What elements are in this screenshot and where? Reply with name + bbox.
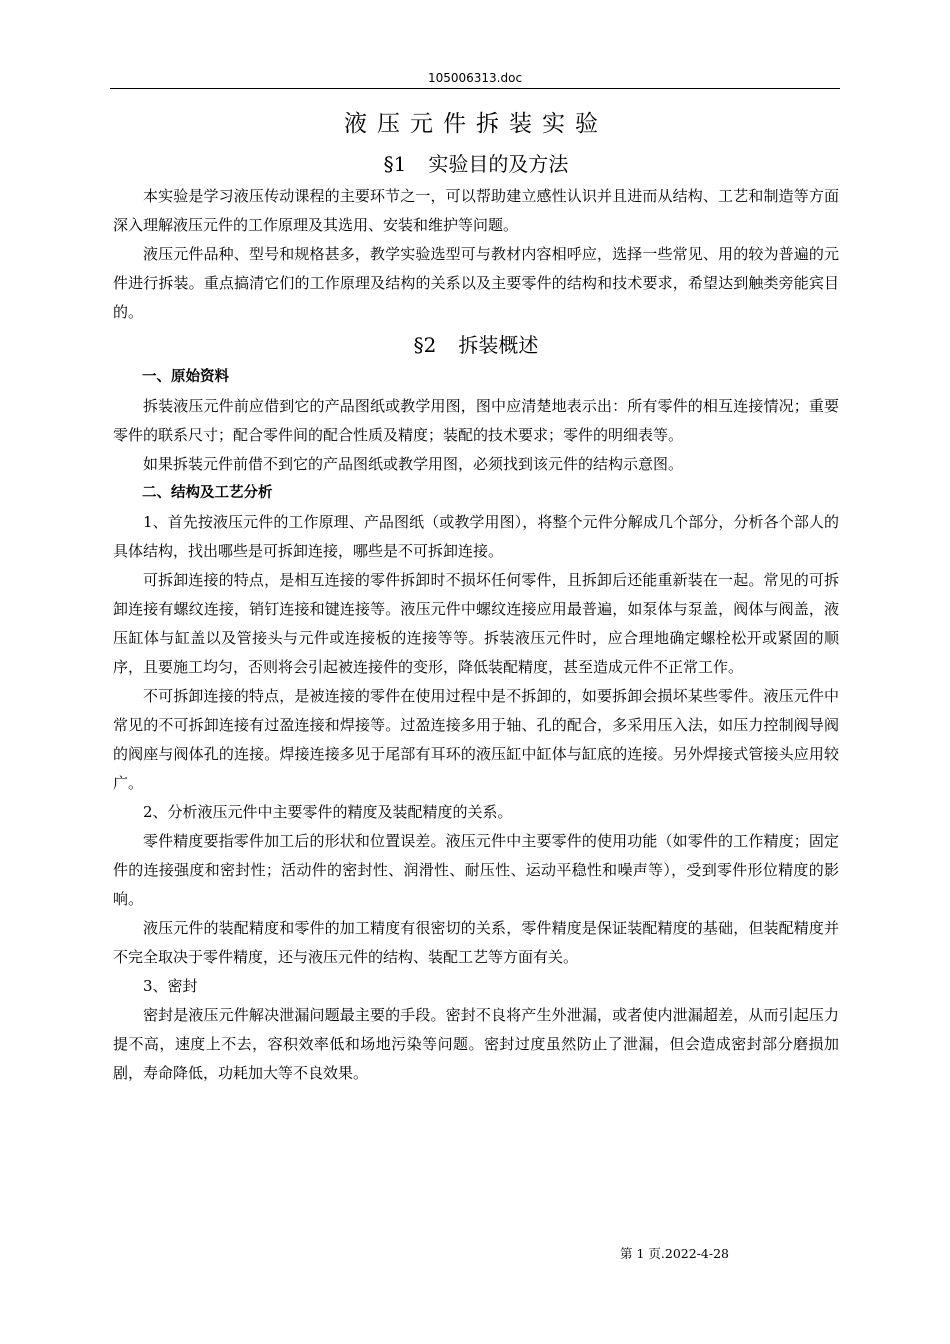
page-footer: 第 1 页.2022-4-28	[620, 1246, 729, 1261]
paragraph: 拆装液压元件前应借到它的产品图纸或教学用图，图中应清楚地表示出：所有零件的相互连接情况；重要零件的联系尺寸；配合零件间的配合性质及精度；装配的技术要求；零件的明细表等。	[113, 397, 839, 444]
document-title: 液压元件拆装实验	[344, 111, 608, 137]
paragraph: 可拆卸连接的特点，是相互连接的零件拆卸时不损坏任何零件，且拆卸后还能重新装在一起。常见的可拆卸连接有螺纹连接，销钉连接和键连接等。液压元件中螺纹连接应用最普遍，如泵体与泵盖，阀体与阀盖，液压缸体与缸盖以及管接头与元件或连接板的连接等等。拆装液压元件时，应合理地确定螺栓松开或紧固的顺序，且要施工均匀，否则将会引起被连接件的变形，降低装配精度，甚至造成元件不正常工作。	[113, 571, 839, 676]
paragraph: 2、分析液压元件中主要零件的精度及装配精度的关系。	[143, 803, 513, 821]
document-filename: 105006313.doc	[427, 71, 523, 85]
paragraph: 不可拆卸连接的特点，是被连接的零件在使用过程中是不拆卸的，如要拆卸会损坏某些零件。液压元件中常见的不可拆卸连接有过盈连接和焊接等。过盈连接多用于轴、孔的配合，多采用压入法，如压力控制阀导阀的阀座与阀体孔的连接。焊接连接多见于尾部有耳环的液压缸中缸体与缸底的连接。另外焊接式管接头应用较广。	[113, 687, 839, 792]
section-1-number: §1	[383, 152, 407, 176]
subsection-heading: 二、结构及工艺分析	[142, 485, 273, 501]
paragraph: 1、首先按液压元件的工作原理、产品图纸（或教学用图），将整个元件分解成几个部分，分析各个部人的具体结构，找出哪些是可拆卸连接，哪些是不可拆卸连接。	[113, 513, 839, 560]
section-1-heading	[113, 146, 839, 182]
section-2-title: 拆装概述	[458, 333, 539, 357]
paragraph: 液压元件的装配精度和零件的加工精度有很密切的关系，零件精度是保证装配精度的基础，但装配精度并不完全取决于零件精度，还与液压元件的结构、装配工艺等方面有关。	[113, 919, 839, 966]
section-2-number: §2	[413, 333, 437, 357]
section-2-heading	[113, 327, 839, 363]
header-divider	[110, 88, 840, 89]
subsection-heading: 一、原始资料	[142, 369, 229, 385]
paragraph: 如果拆装元件前借不到它的产品图纸或教学用图，必须找到该元件的结构示意图。	[143, 455, 684, 473]
paragraph: 3、密封	[143, 977, 198, 995]
paragraph: 本实验是学习液压传动课程的主要环节之一，可以帮助建立感性认识并且进而从结构、工艺和制造等方面深入理解液压元件的工作原理及其选用、安装和维护等问题。	[113, 187, 839, 234]
document-body	[113, 104, 839, 1088]
paragraph: 液压元件品种、型号和规格甚多，教学实验选型可与教材内容相呼应，选择一些常见、用的较为普遍的元件进行拆装。重点搞清它们的工作原理及结构的关系以及主要零件的结构和技术要求，希望达到触类旁能宾目的。	[113, 245, 839, 321]
section-1-title: 实验目的及方法	[428, 152, 569, 176]
paragraph: 零件精度要指零件加工后的形状和位置误差。液压元件中主要零件的使用功能（如零件的工作精度；固定件的连接强度和密封性；活动件的密封性、润滑性、耐压性、运动平稳性和噪声等），受到零件形位精度的影响。	[113, 832, 839, 908]
paragraph: 密封是液压元件解决泄漏问题最主要的手段。密封不良将产生外泄漏，或者使内泄漏超差，从而引起压力提不高，速度上不去，容积效率低和场地污染等问题。密封过度虽然防止了泄漏，但会造成密封部分磨损加剧，寿命降低，功耗加大等不良效果。	[113, 1006, 839, 1082]
